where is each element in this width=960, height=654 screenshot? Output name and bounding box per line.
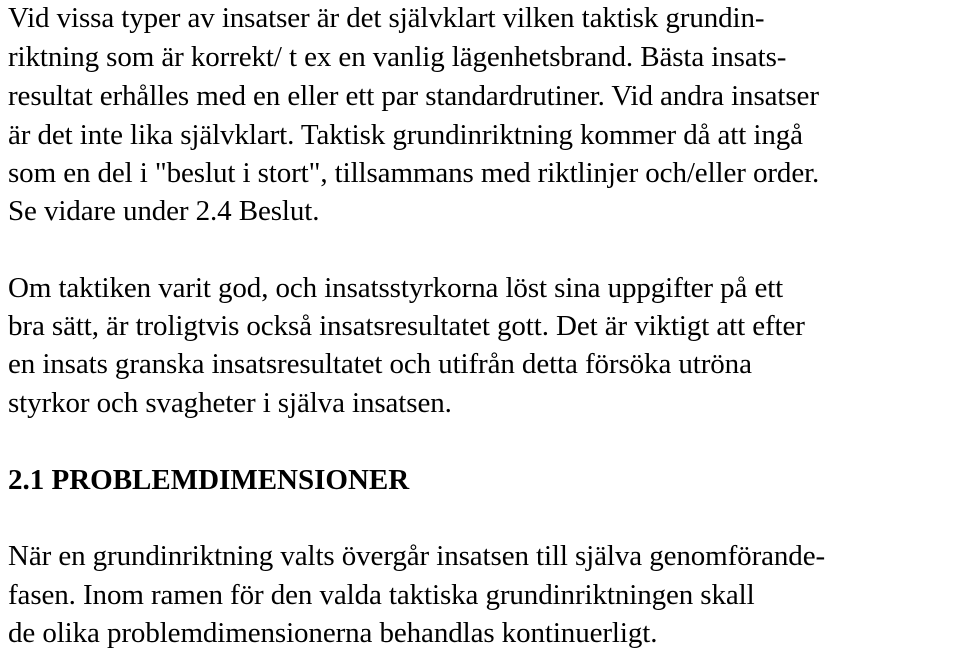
text-line: När en grundinriktning valts övergår insatsen till själva genomförande- xyxy=(8,540,826,572)
text-line: fasen. Inom ramen för den valda taktiska grundinriktningen skall xyxy=(8,579,755,611)
text-line: riktning som är korrekt/ t ex en vanlig lägenhetsbrand. Bästa insats- xyxy=(8,41,787,73)
text-line: Se vidare under 2.4 Beslut. xyxy=(8,195,320,227)
text-line: är det inte lika självklart. Taktisk grundinriktning kommer då att ingå xyxy=(8,119,803,151)
text-line: Vid vissa typer av insatser är det självklart vilken taktisk grundin- xyxy=(8,2,765,34)
text-line: en insats granska insatsresultatet och utifrån detta försöka utröna xyxy=(8,348,752,380)
text-line: resultat erhålles med en eller ett par standardrutiner. Vid andra insatser xyxy=(8,80,819,112)
section-heading: 2.1 PROBLEMDIMENSIONER xyxy=(8,464,410,496)
text-line: bra sätt, är troligtvis också insatsresultatet gott. Det är viktigt att efter xyxy=(8,310,805,342)
text-line: Om taktiken varit god, och insatsstyrkorna löst sina uppgifter på ett xyxy=(8,272,784,304)
text-line: styrkor och svagheter i själva insatsen. xyxy=(8,387,452,419)
text-line: som en del i "beslut i stort", tillsammans med riktlinjer och/eller order. xyxy=(8,157,820,189)
text-line: de olika problemdimensionerna behandlas kontinuerligt. xyxy=(8,617,658,649)
